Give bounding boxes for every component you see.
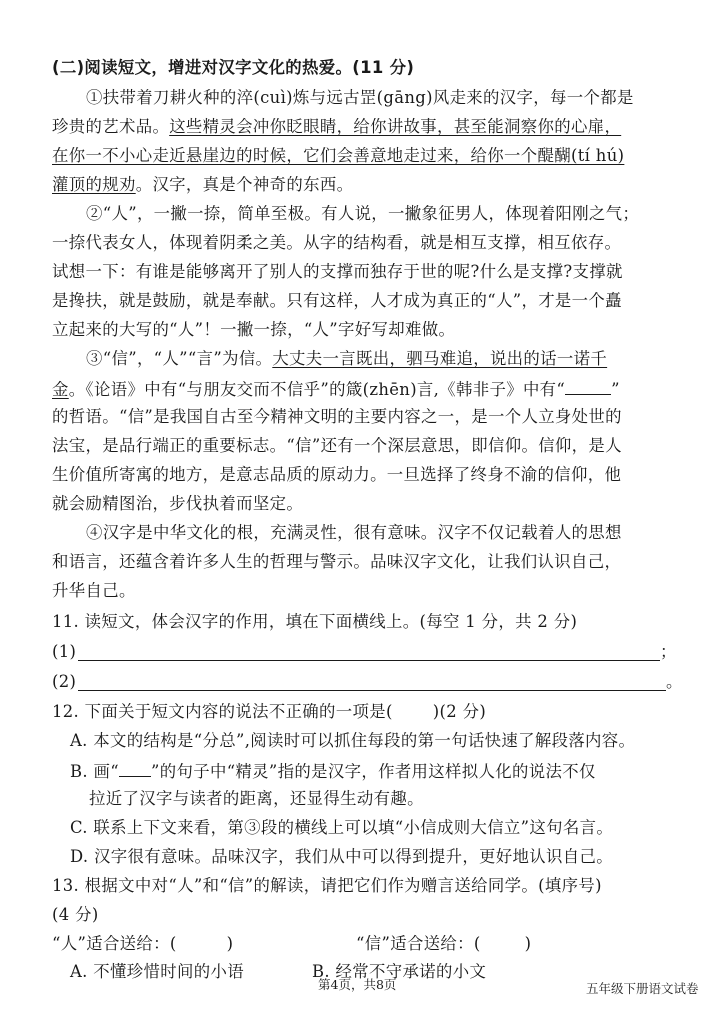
q13-stem: 13. 根据文中对“人”和“信”的解读，请把它们作为赠言送给同学。(填序号) [52, 876, 602, 895]
page-number: 第4页，共8页 [318, 977, 397, 992]
passage-p2-line: 一捺代表女人，体现着阴柔之美。从字的结构看，就是相互支撑，相互依存。 [52, 233, 622, 252]
text-span: ③“信”，“人”“言”为信。 [86, 349, 273, 368]
underlined-sentence: 金 [52, 380, 69, 399]
text-span: 12. 下面关于短文内容的说法不正确的一项是( [52, 702, 393, 721]
passage-p3-line: 法宝，是品行端正的重要标志。“信”还有一个深层意思，即信仰。信仰，是人 [52, 436, 622, 455]
underlined-sentence: 在你一不小心走近悬崖边的时候，它们会善意地走过来，给你一个醍醐(tí hú) [52, 146, 625, 165]
passage-p1-line [52, 144, 672, 168]
q11-answer-label: (2) [52, 672, 77, 691]
q13-stem-points: (4 分) [52, 905, 99, 924]
passage-p4-line: 和语言，还蕴含着许多人生的哲理与警示。品味汉字文化，让我们认识自己， [52, 552, 622, 571]
underlined-sentence: 这些精灵会冲你眨眼睛，给你讲故事，甚至能洞察你的心扉， [169, 117, 622, 136]
passage-p3-line: 生价值所寄寓的地方，是意志品质的原动力。一旦选择了终身不渝的信仰，他 [52, 465, 622, 484]
passage-p1-line [52, 173, 672, 197]
text-span: 珍贵的艺术品。 [52, 117, 170, 136]
passage-p2-line: 试想一下：有谁是能够离开了别人的支撑而独存于世的呢?什么是支撑?支撑就 [52, 262, 623, 281]
q11-answer-label: (1) [52, 642, 77, 661]
q11-answer-line-2[interactable] [78, 690, 666, 691]
q13-option-b: B. 经常不守承诺的小文 [312, 962, 487, 981]
underlined-sentence: 灌顶的规劝 [52, 175, 136, 194]
q12-option-b-cont: 拉近了汉字与读者的距离，还显得生动有趣。 [89, 789, 424, 808]
q11-stem: 11. 读短文，体会汉字的作用，填在下面横线上。(每空 1 分，共 2 分) [52, 612, 578, 631]
q11-answer-end: 。 [666, 672, 683, 691]
q12-option-b [70, 758, 672, 784]
passage-p1-line: ①扶带着刀耕火种的淬(cuì)炼与远古罡(gāng)风走来的汉字，每一个都是 [86, 88, 634, 107]
text-span: B. 画“ [70, 762, 119, 781]
section-title: (二)阅读短文，增进对汉字文化的热爱。(11 分) [52, 58, 415, 77]
passage-p2-line: 是搀扶，就是鼓励，就是奉献。只有这样，人才成为真正的“人”，才是一个矗 [52, 291, 622, 310]
passage-p4-line: ④汉字是中华文化的根，充满灵性，很有意味。汉字不仅记载着人的思想 [86, 523, 622, 542]
q13-xin-answer [356, 932, 656, 956]
q12-option-d: D. 汉字很有意味。品味汉字，我们从中可以得到提升，更好地认识自己。 [70, 847, 613, 866]
text-span: 。汉字，真是个神奇的东西。 [135, 175, 354, 194]
fill-blank[interactable] [565, 376, 611, 395]
passage-p3-line: 就会励精图治，步伐执着而坚定。 [52, 494, 304, 513]
text-span: ” [611, 380, 620, 399]
exam-title-footer: 五年级下册语文试卷 [586, 981, 699, 996]
q12-stem [52, 700, 672, 724]
underlined-sentence: 大丈夫一言既出，驷马难追，说出的话一诺千 [272, 349, 608, 368]
passage-p3-line [86, 347, 672, 371]
q13-option-a: A. 不懂珍惜时间的小语 [70, 962, 244, 981]
passage-p2-line: ②“人”，一撇一捺，简单至极。有人说，一撇象征男人，体现着阳刚之气； [86, 204, 640, 223]
text-span: “信”适合送给：( [356, 934, 481, 953]
text-span: ) [226, 934, 234, 953]
passage-p2-line: 立起来的大写的“人”！一撇一捺，“人”字好写却难做。 [52, 320, 456, 339]
text-span: )(2 分) [432, 702, 487, 721]
passage-p4-line: 升华自己。 [52, 581, 136, 600]
q12-option-a: A. 本文的结构是“分总”,阅读时可以抓住每段的第一句话快速了解段落内容。 [70, 731, 636, 750]
passage-p3-line: 的哲语。“信”是我国自古至今精神文明的主要内容之一，是一个人立身处世的 [52, 407, 622, 426]
text-span: ”的句子中“精灵”指的是汉字，作者用这样拟人化的说法不仅 [151, 762, 596, 781]
q11-answer-line-1[interactable] [78, 660, 660, 661]
q13-ren-answer [52, 932, 332, 956]
text-span: 。《论语》中有“与朋友交而不信乎”的箴(zhēn)言,《韩非子》中有“ [68, 380, 566, 399]
passage-p3-line [52, 376, 672, 402]
text-span: “人”适合送给：( [52, 934, 177, 953]
q11-answer-end: ； [660, 642, 677, 661]
fill-blank [119, 758, 151, 777]
q12-option-c: C. 联系上下文来看，第③段的横线上可以填“小信成则大信立”这句名言。 [70, 818, 614, 837]
passage-p1-line [52, 115, 672, 139]
text-span: ) [524, 934, 532, 953]
